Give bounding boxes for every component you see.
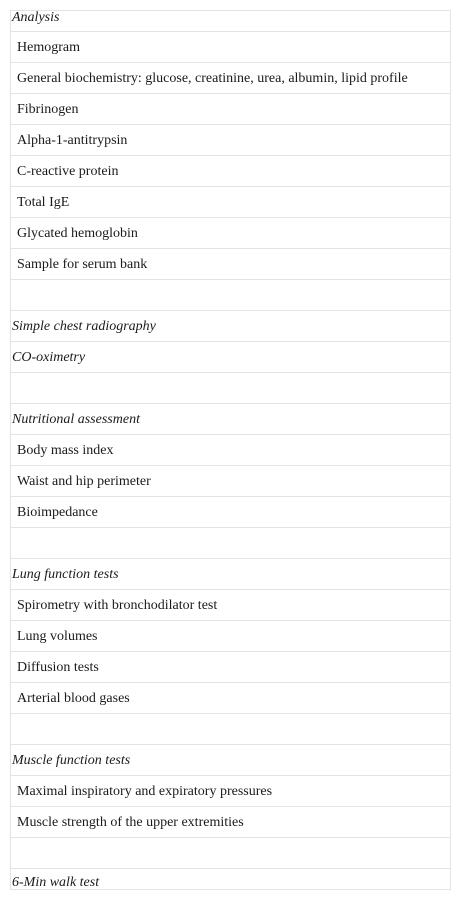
row-text: Total IgE	[17, 195, 70, 210]
section-heading-text: Muscle function tests	[12, 753, 131, 768]
section-heading-text: CO-oximetry	[12, 350, 86, 365]
row-text	[11, 838, 450, 868]
table-row	[11, 466, 450, 497]
blank-row	[11, 714, 450, 745]
section-heading-text: 6-Min walk test	[12, 875, 100, 890]
table-row	[11, 94, 450, 125]
table-row	[11, 125, 450, 156]
table-row	[11, 652, 450, 683]
row-text: Glycated hemoglobin	[17, 226, 138, 241]
row-text: Diffusion tests	[17, 660, 99, 675]
table-row	[11, 621, 450, 652]
table-row	[11, 187, 450, 218]
blank-row	[11, 528, 450, 559]
table-row	[11, 776, 450, 807]
row-text: C-reactive protein	[17, 164, 119, 179]
row-text	[11, 528, 450, 558]
section-heading-chest-radiography	[11, 311, 450, 342]
row-text: Sample for serum bank	[17, 257, 148, 272]
row-text: Bioimpedance	[17, 505, 98, 520]
table-row	[11, 435, 450, 466]
table-row	[11, 63, 450, 94]
blank-row	[11, 838, 450, 869]
table-row	[11, 590, 450, 621]
row-text: Waist and hip perimeter	[17, 474, 151, 489]
row-text	[11, 714, 450, 744]
protocol-table	[10, 10, 451, 890]
section-heading-lung-function-tests	[11, 559, 450, 590]
section-heading-co-oximetry	[11, 342, 450, 373]
row-text: Alpha-1-antitrypsin	[17, 133, 128, 148]
section-heading-6-min-walk-test	[11, 869, 450, 890]
table-row	[11, 807, 450, 838]
section-heading-analysis	[11, 11, 450, 32]
table-row	[11, 683, 450, 714]
row-text: Maximal inspiratory and expiratory pressures	[17, 784, 273, 799]
row-text: Fibrinogen	[17, 102, 79, 117]
section-heading-text: Analysis	[12, 10, 60, 25]
row-text	[11, 280, 450, 310]
table-row	[11, 32, 450, 63]
table-row	[11, 156, 450, 187]
table-row	[11, 497, 450, 528]
row-text: Hemogram	[17, 40, 80, 55]
blank-row	[11, 373, 450, 404]
table-row	[11, 218, 450, 249]
row-text: General biochemistry: glucose, creatinine, urea, albumin, lipid profile	[17, 71, 408, 86]
section-heading-text: Nutritional assessment	[12, 412, 140, 427]
section-heading-text: Simple chest radiography	[12, 319, 156, 334]
row-text: Muscle strength of the upper extremities	[17, 815, 244, 830]
blank-row	[11, 280, 450, 311]
row-text: Spirometry with bronchodilator test	[17, 598, 218, 613]
row-text: Body mass index	[17, 443, 114, 458]
row-text: Arterial blood gases	[17, 691, 130, 706]
table-row	[11, 249, 450, 280]
row-text	[11, 373, 450, 403]
section-heading-muscle-function-tests	[11, 745, 450, 776]
section-heading-nutritional-assessment	[11, 404, 450, 435]
section-heading-text: Lung function tests	[12, 567, 119, 582]
row-text: Lung volumes	[17, 629, 98, 644]
